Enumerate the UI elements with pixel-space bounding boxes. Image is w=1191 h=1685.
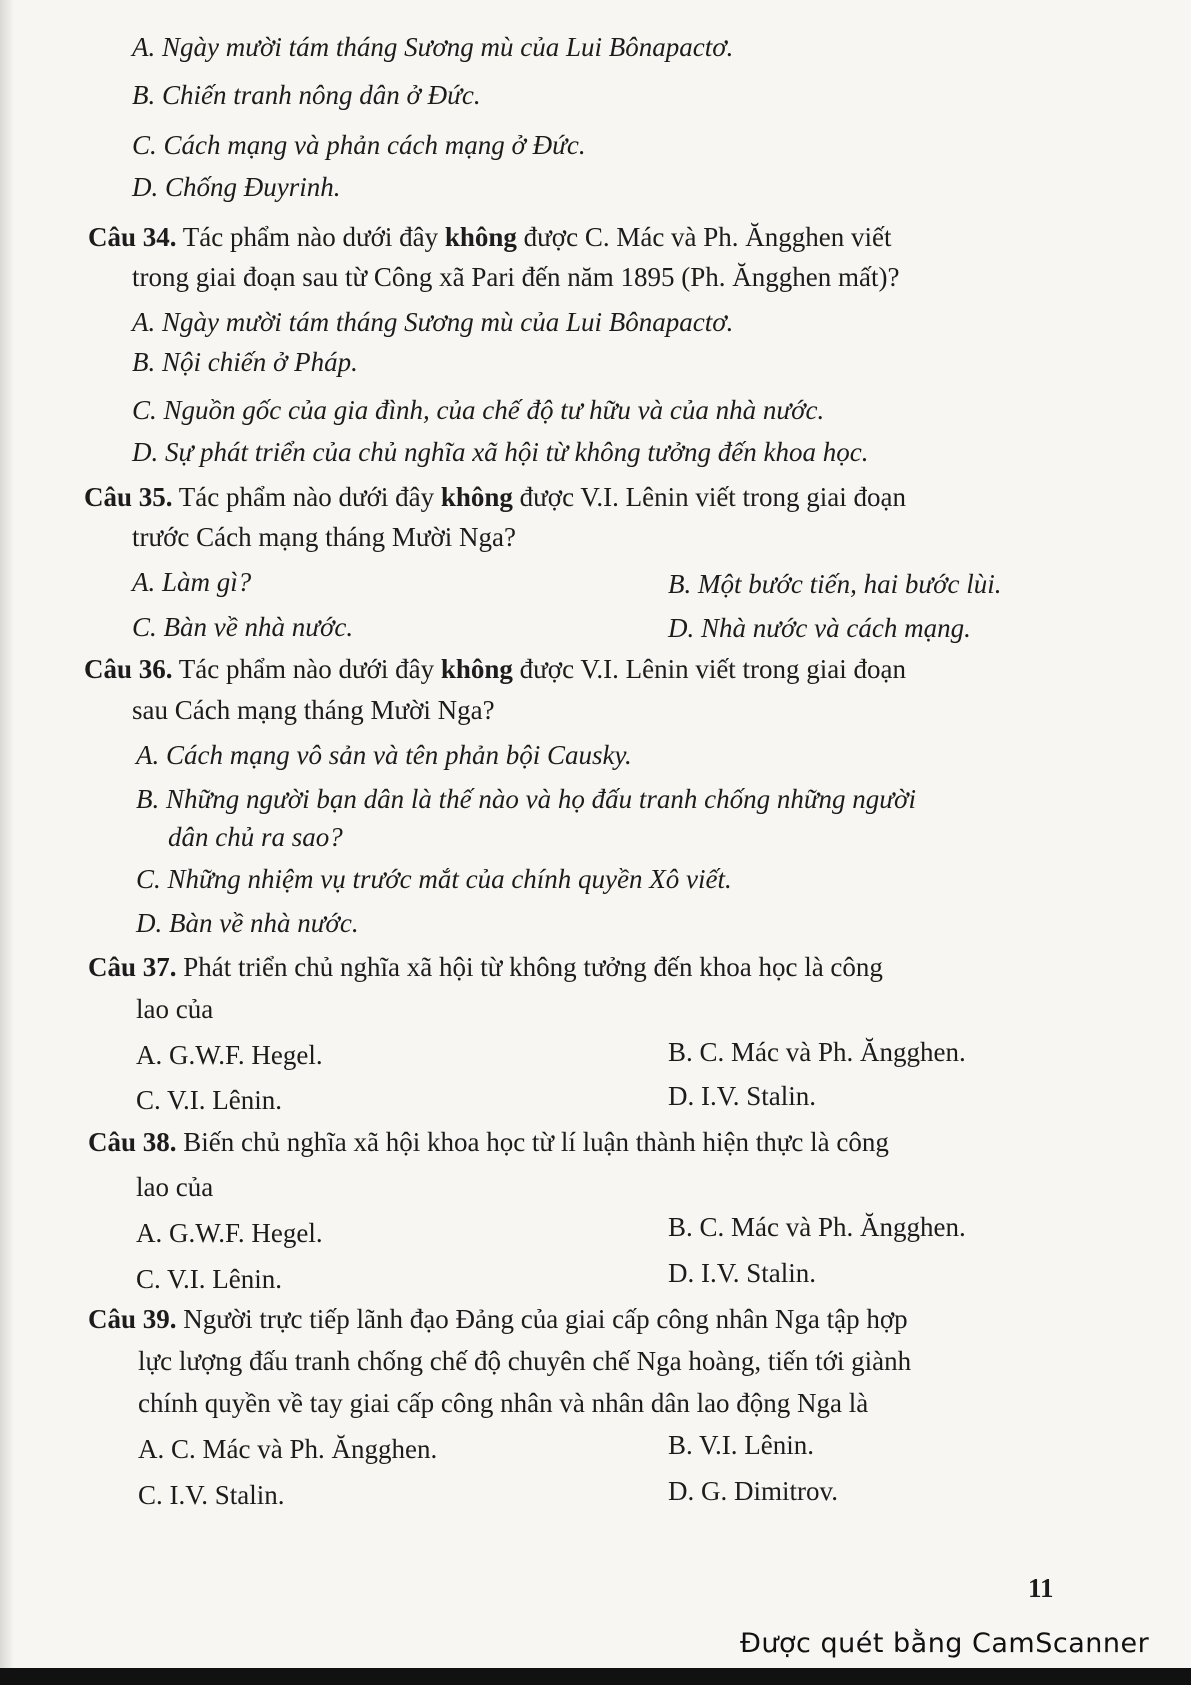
question-37-option-b: B. C. Mác và Ph. Ăngghen. [668, 1037, 966, 1067]
question-39-line3: chính quyền về tay giai cấp công nhân và nhân dân lao động Nga là [138, 1388, 869, 1418]
prev-option-b: B. Chiến tranh nông dân ở Đức. [132, 80, 481, 110]
question-38-option-c: C. V.I. Lênin. [136, 1264, 283, 1294]
question-39-line2: lực lượng đấu tranh chống chế độ chuyên chế Nga hoàng, tiến tới giành [138, 1346, 912, 1376]
question-34-option-b: B. Nội chiến ở Pháp. [132, 347, 358, 377]
question-35-line1: Câu 35. Tác phẩm nào dưới đây không được V.I. Lênin viết trong giai đoạn [84, 482, 907, 512]
question-34-emphasis: không [444, 222, 517, 252]
question-37-line2: lao của [136, 994, 214, 1024]
question-38-line2: lao của [136, 1172, 214, 1202]
question-35-option-c: C. Bàn về nhà nước. [132, 612, 354, 642]
question-36-emphasis: không [440, 654, 513, 684]
question-36-number: Câu 36. [84, 654, 173, 684]
question-34-option-a: A. Ngày mười tám tháng Sương mù của Lui Bônapactơ. [132, 307, 734, 337]
prev-option-d: D. Chống Đuyrinh. [132, 172, 341, 202]
question-37-line1: Câu 37. Phát triển chủ nghĩa xã hội từ không tưởng đến khoa học là công [88, 952, 883, 982]
question-34-number: Câu 34. [88, 222, 177, 252]
question-39-option-c: C. I.V. Stalin. [138, 1480, 285, 1510]
question-35-number: Câu 35. [84, 482, 173, 512]
prev-option-a: A. Ngày mười tám tháng Sương mù của Lui Bônapactơ. [132, 32, 734, 62]
question-35-option-d: D. Nhà nước và cách mạng. [668, 613, 971, 643]
question-39-line1: Câu 39. Người trực tiếp lãnh đạo Đảng của giai cấp công nhân Nga tập hợp [88, 1304, 908, 1334]
question-38-number: Câu 38. [88, 1127, 177, 1157]
question-38-option-d: D. I.V. Stalin. [668, 1258, 817, 1288]
question-34-line1: Câu 34. Tác phẩm nào dưới đây không được C. Mác và Ph. Ăngghen viết [88, 222, 892, 252]
question-39-number: Câu 39. [88, 1304, 177, 1334]
question-36-option-b-line1: B. Những người bạn dân là thế nào và họ đấu tranh chống những người [136, 784, 916, 814]
question-36-line1: Câu 36. Tác phẩm nào dưới đây không được V.I. Lênin viết trong giai đoạn [84, 654, 907, 684]
question-39-option-a: A. C. Mác và Ph. Ăngghen. [138, 1434, 438, 1464]
question-36-option-a: A. Cách mạng vô sản và tên phản bội Causky. [136, 740, 632, 770]
question-36-option-c: C. Những nhiệm vụ trước mắt của chính quyền Xô viết. [136, 864, 732, 894]
question-37-option-c: C. V.I. Lênin. [136, 1085, 283, 1115]
question-38-line1: Câu 38. Biến chủ nghĩa xã hội khoa học từ lí luận thành hiện thực là công [88, 1127, 889, 1157]
prev-option-c: C. Cách mạng và phản cách mạng ở Đức. [132, 130, 586, 160]
question-38-option-a: A. G.W.F. Hegel. [136, 1218, 323, 1248]
scan-edge-shadow [0, 0, 14, 1685]
camscanner-footer: Được quét bằng CamScanner [740, 1628, 1150, 1659]
question-37-option-d: D. I.V. Stalin. [668, 1081, 817, 1111]
question-35-line2: trước Cách mạng tháng Mười Nga? [132, 522, 516, 552]
bottom-border [0, 1668, 1191, 1685]
question-34-option-c: C. Nguồn gốc của gia đình, của chế độ tư hữu và của nhà nước. [132, 395, 825, 425]
question-39-option-b: B. V.I. Lênin. [668, 1430, 815, 1460]
question-35-emphasis: không [440, 482, 513, 512]
question-38-option-b: B. C. Mác và Ph. Ăngghen. [668, 1212, 966, 1242]
question-35-option-a: A. Làm gì? [132, 567, 252, 597]
question-36-option-d: D. Bàn về nhà nước. [136, 908, 359, 938]
question-39-option-d: D. G. Dimitrov. [668, 1476, 838, 1506]
question-37-option-a: A. G.W.F. Hegel. [136, 1040, 323, 1070]
page-number: 11 [1028, 1573, 1054, 1603]
question-35-option-b: B. Một bước tiến, hai bước lùi. [668, 569, 1002, 599]
question-36-option-b-line2: dân chủ ra sao? [168, 822, 343, 852]
question-36-line2: sau Cách mạng tháng Mười Nga? [132, 695, 495, 725]
question-34-option-d: D. Sự phát triển của chủ nghĩa xã hội từ không tưởng đến khoa học. [132, 437, 869, 467]
question-34-line2: trong giai đoạn sau từ Công xã Pari đến năm 1895 (Ph. Ăngghen mất)? [132, 262, 900, 292]
question-37-number: Câu 37. [88, 952, 177, 982]
